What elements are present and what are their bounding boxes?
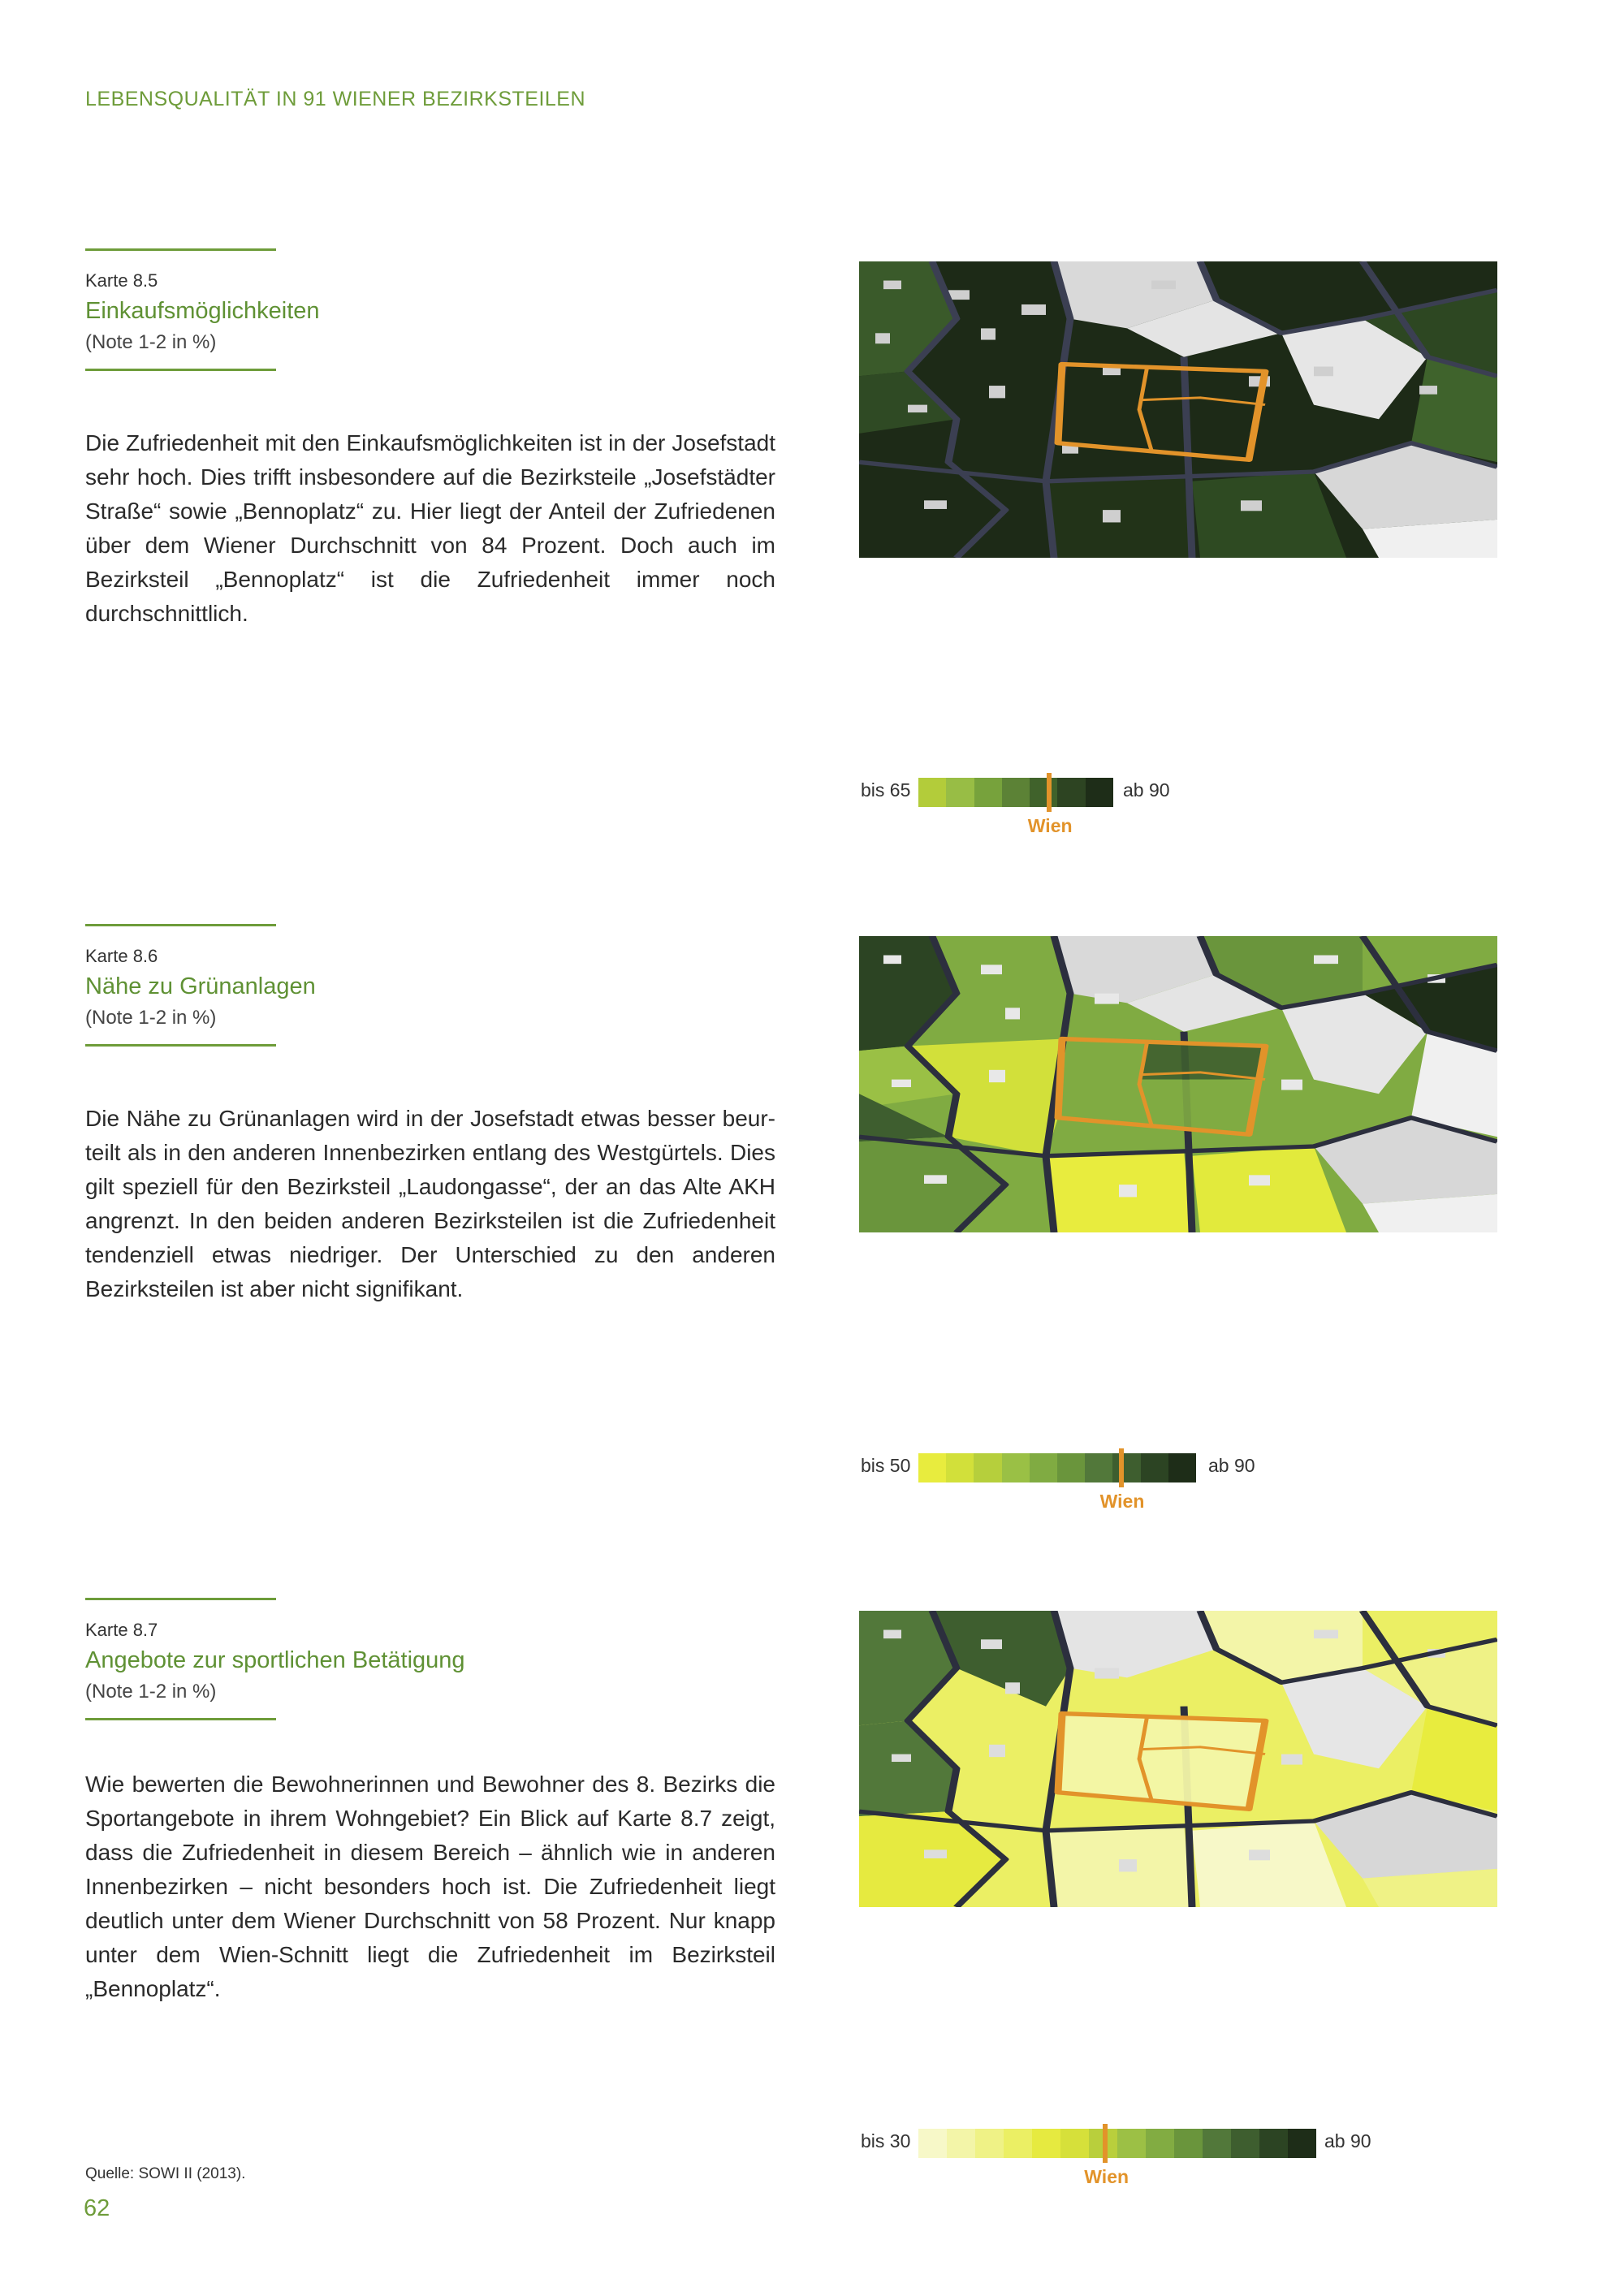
map-note: (Note 1-2 in %)	[85, 331, 217, 353]
legend-color-step	[1032, 2129, 1060, 2158]
section-body-text: Wie bewerten die Bewohnerinnen und Bewohner des 8. Bezirks die Sportangebote in ihrem Wohngebiet? Ein Blick auf Karte 8.7 zeigt, dass die Zufriedenheit in diesem Bereich – ähnlich wie in anderen Innenbezirken – nicht besonders hoch ist. Die Zufriedenheit liegt deutlich unter dem Wiener Durchschnitt von 58 Prozent. Nur knapp unter dem Wien-Schnitt liegt die Zufriedenheit im Bezirksteil „Bennoplatz“.	[85, 1772, 775, 2001]
map-einkaufsmoeglichkeiten	[859, 261, 1497, 558]
legend-karte-8-7	[859, 2121, 1497, 2187]
legend-color-step	[947, 2129, 975, 2158]
legend-color-step	[1086, 778, 1113, 807]
section-rule-bottom	[85, 1044, 276, 1047]
legend-high-label: ab 90	[1208, 1455, 1255, 1476]
map-number: Karte 8.7	[85, 1620, 158, 1640]
map-number: Karte 8.5	[85, 270, 158, 291]
legend-color-step	[1004, 2129, 1032, 2158]
map-naehe-zu-gruenanlagen	[859, 936, 1497, 1232]
legend-low-label: bis 30	[861, 2130, 911, 2151]
section-body-text: Die Zufriedenheit mit den Einkaufsmöglichkeiten ist in der Josefstadt sehr hoch. Dies trifft insbesondere auf die Bezirksteile „Josefstädter Straße“ sowie „Bennoplatz“ zu. Hier liegt der Anteil der Zufriedenen über dem Wiener Durchschnitt von 84 Prozent. Doch auch im Bezirksteil „Bennoplatz“ ist die Zufriedenheit immer noch durchschnittlich.	[85, 430, 775, 626]
legend-color-bar	[918, 778, 1113, 807]
section-rule-top	[85, 1598, 276, 1600]
legend-color-step	[1085, 1453, 1112, 1482]
legend-color-step	[1288, 2129, 1316, 2158]
legend-color-step	[946, 778, 974, 807]
section-karte-8-6	[85, 924, 775, 1306]
legend-color-step	[1030, 778, 1057, 807]
legend-color-bar	[918, 1453, 1196, 1482]
page-number: 62	[84, 2195, 110, 2221]
map-note: (Note 1-2 in %)	[85, 1681, 217, 1703]
section-body-text: Die Nähe zu Grünanlagen wird in der Josefstadt etwas besser beurteilt als in den anderen Innenbezirken entlang des Westgürtels. Dies gilt speziell für den Bezirksteil „Laudongasse“, der an das Alte AKH angrenzt. In den beiden anderen Bezirksteilen ist die Zufriedenheit tendenziell etwas niedriger. Der Unterschied zu den anderen Bezirksteilen ist aber nicht signifikant.	[85, 1106, 775, 1301]
legend-color-step	[1112, 1453, 1140, 1482]
legend-wien-marker	[1047, 773, 1052, 812]
legend-color-step	[1259, 2129, 1288, 2158]
legend-high-label: ab 90	[1123, 779, 1170, 801]
legend-wien-marker	[1103, 2124, 1108, 2163]
section-rule-top	[85, 924, 276, 926]
section-rule-top	[85, 248, 276, 251]
map-number: Karte 8.6	[85, 946, 158, 966]
map-note: (Note 1-2 in %)	[85, 1007, 217, 1029]
legend-color-step	[1030, 1453, 1057, 1482]
source-note: Quelle: SOWI II (2013).	[85, 2165, 246, 2182]
legend-wien-label: Wien	[1027, 815, 1073, 836]
map-sportliche-betaetigung	[859, 1611, 1497, 1907]
map-title: Einkaufsmöglichkeiten	[85, 298, 320, 324]
legend-wien-marker	[1119, 1448, 1124, 1487]
section-karte-8-5	[85, 248, 775, 631]
legend-color-step	[918, 1453, 946, 1482]
legend-color-step	[918, 2129, 947, 2158]
legend-color-step	[1117, 2129, 1146, 2158]
legend-color-step	[1002, 1453, 1030, 1482]
section-karte-8-7	[85, 1598, 775, 2006]
legend-color-step	[1231, 2129, 1259, 2158]
legend-color-step	[1057, 778, 1085, 807]
legend-low-label: bis 50	[861, 1455, 911, 1476]
legend-high-label: ab 90	[1324, 2130, 1371, 2151]
legend-color-step	[1002, 778, 1030, 807]
legend-color-step	[946, 1453, 974, 1482]
legend-color-step	[1060, 2129, 1089, 2158]
legend-color-step	[974, 778, 1002, 807]
legend-wien-label: Wien	[1084, 2166, 1129, 2187]
legend-karte-8-5	[859, 770, 1497, 836]
map-title: Nähe zu Grünanlagen	[85, 973, 316, 999]
legend-color-step	[1203, 2129, 1231, 2158]
map-title: Angebote zur sportlichen Betätigung	[85, 1647, 465, 1673]
section-rule-bottom	[85, 369, 276, 371]
legend-color-step	[918, 778, 946, 807]
section-rule-bottom	[85, 1718, 276, 1720]
legend-color-step	[1141, 1453, 1168, 1482]
legend-color-step	[1174, 2129, 1203, 2158]
legend-wien-label: Wien	[1099, 1491, 1145, 1512]
running-header: LEBENSQUALITÄT IN 91 WIENER BEZIRKSTEILEN	[85, 88, 586, 110]
legend-color-step	[1168, 1453, 1196, 1482]
legend-color-step	[1057, 1453, 1085, 1482]
legend-color-step	[975, 2129, 1004, 2158]
legend-color-step	[974, 1453, 1001, 1482]
legend-color-bar	[918, 2129, 1316, 2158]
legend-karte-8-6	[859, 1445, 1497, 1512]
legend-low-label: bis 65	[861, 779, 911, 801]
legend-color-step	[1146, 2129, 1174, 2158]
